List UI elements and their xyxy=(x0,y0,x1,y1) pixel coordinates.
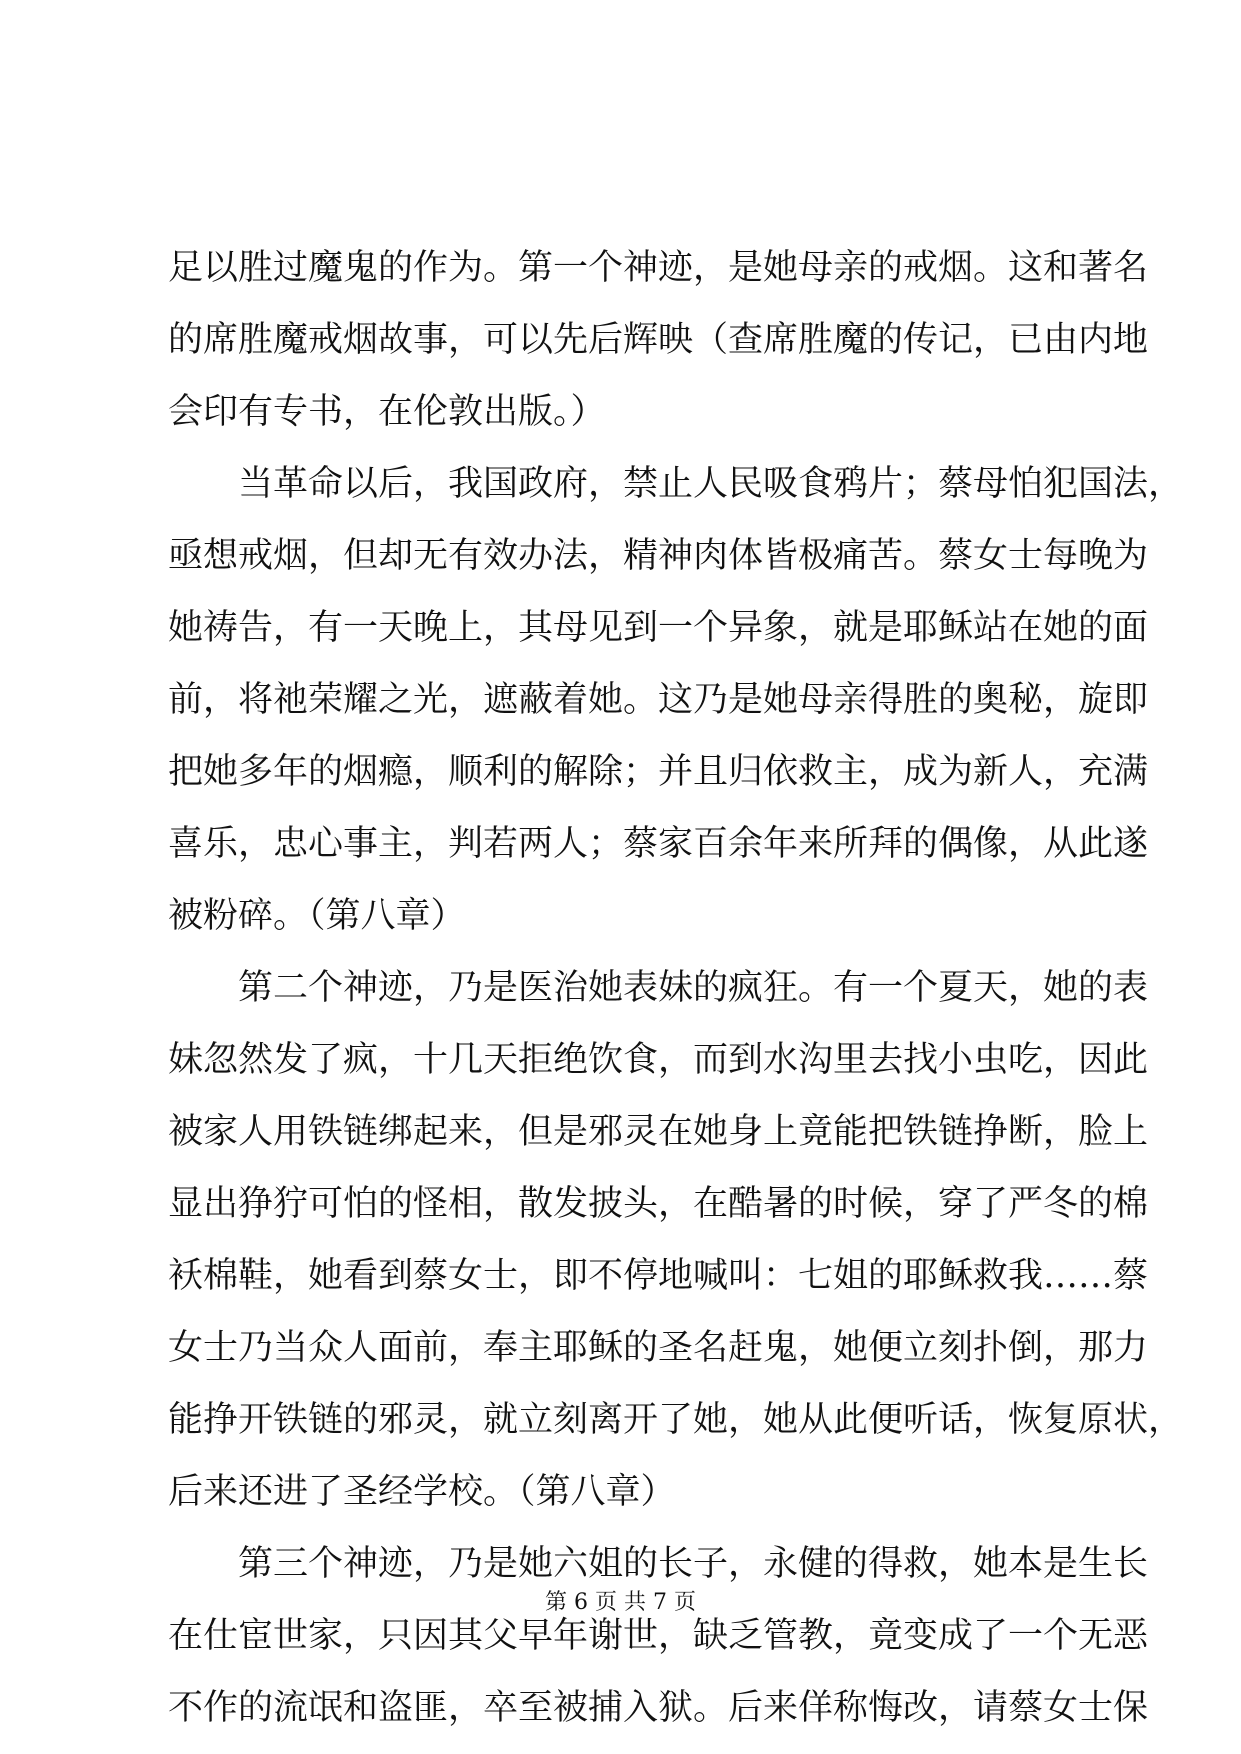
page-number-footer: 第 6 页 共 7 页 xyxy=(545,1590,696,1615)
text-line: 袄棉鞋，她看到蔡女士，即不停地喊叫：七姐的耶稣救我……蔡 xyxy=(168,1256,1149,1296)
text-line: 足以胜过魔鬼的作为。第一个神迹，是她母亲的戒烟。这和著名 xyxy=(168,248,1149,288)
body-text xyxy=(168,232,1184,1744)
text-line: 的席胜魔戒烟故事，可以先后辉映（查席胜魔的传记，已由内地 xyxy=(168,320,1149,360)
text-line: 会印有专书，在伦敦出版。） xyxy=(168,392,606,432)
text-line: 女士乃当众人面前，奉主耶稣的圣名赶鬼，她便立刻扑倒，那力 xyxy=(168,1328,1149,1368)
text-line: 被粉碎。（第八章） xyxy=(168,896,466,936)
text-line: 把她多年的烟瘾，顺利的解除；并且归依救主，成为新人，充满 xyxy=(168,752,1149,792)
paragraph-first-line: 当革命以后，我国政府，禁止人民吸食鸦片；蔡母怕犯国法， xyxy=(238,464,1184,504)
text-line: 在仕宦世家，只因其父早年谢世，缺乏管教，竟变成了一个无恶 xyxy=(168,1616,1149,1656)
paragraph-first-line: 第二个神迹，乃是医治她表妹的疯狂。有一个夏天，她的表 xyxy=(238,968,1149,1008)
text-line: 喜乐，忠心事主，判若两人；蔡家百余年来所拜的偶像，从此遂 xyxy=(168,824,1149,864)
text-line: 显出狰狞可怕的怪相，散发披头，在酷暑的时候，穿了严冬的棉 xyxy=(168,1184,1149,1224)
text-line: 被家人用铁链绑起来，但是邪灵在她身上竟能把铁链挣断，脸上 xyxy=(168,1112,1149,1152)
paragraph-first-line: 第三个神迹，乃是她六姐的长子，永健的得救，她本是生长 xyxy=(238,1544,1149,1584)
text-line: 前，将祂荣耀之光，遮蔽着她。这乃是她母亲得胜的奥秘，旋即 xyxy=(168,680,1149,720)
text-line: 能挣开铁链的邪灵，就立刻离开了她，她从此便听话，恢复原状， xyxy=(168,1400,1184,1440)
text-line: 不作的流氓和盗匪，卒至被捕入狱。后来佯称悔改，请蔡女士保 xyxy=(168,1688,1149,1728)
text-line: 亟想戒烟，但却无有效办法，精神肉体皆极痛苦。蔡女士每晚为 xyxy=(168,536,1149,576)
text-line: 她祷告，有一天晚上，其母见到一个异象，就是耶稣站在她的面 xyxy=(168,608,1149,648)
text-line: 后来还进了圣经学校。（第八章） xyxy=(168,1472,676,1512)
text-line: 妹忽然发了疯，十几天拒绝饮食，而到水沟里去找小虫吃，因此 xyxy=(168,1040,1149,1080)
